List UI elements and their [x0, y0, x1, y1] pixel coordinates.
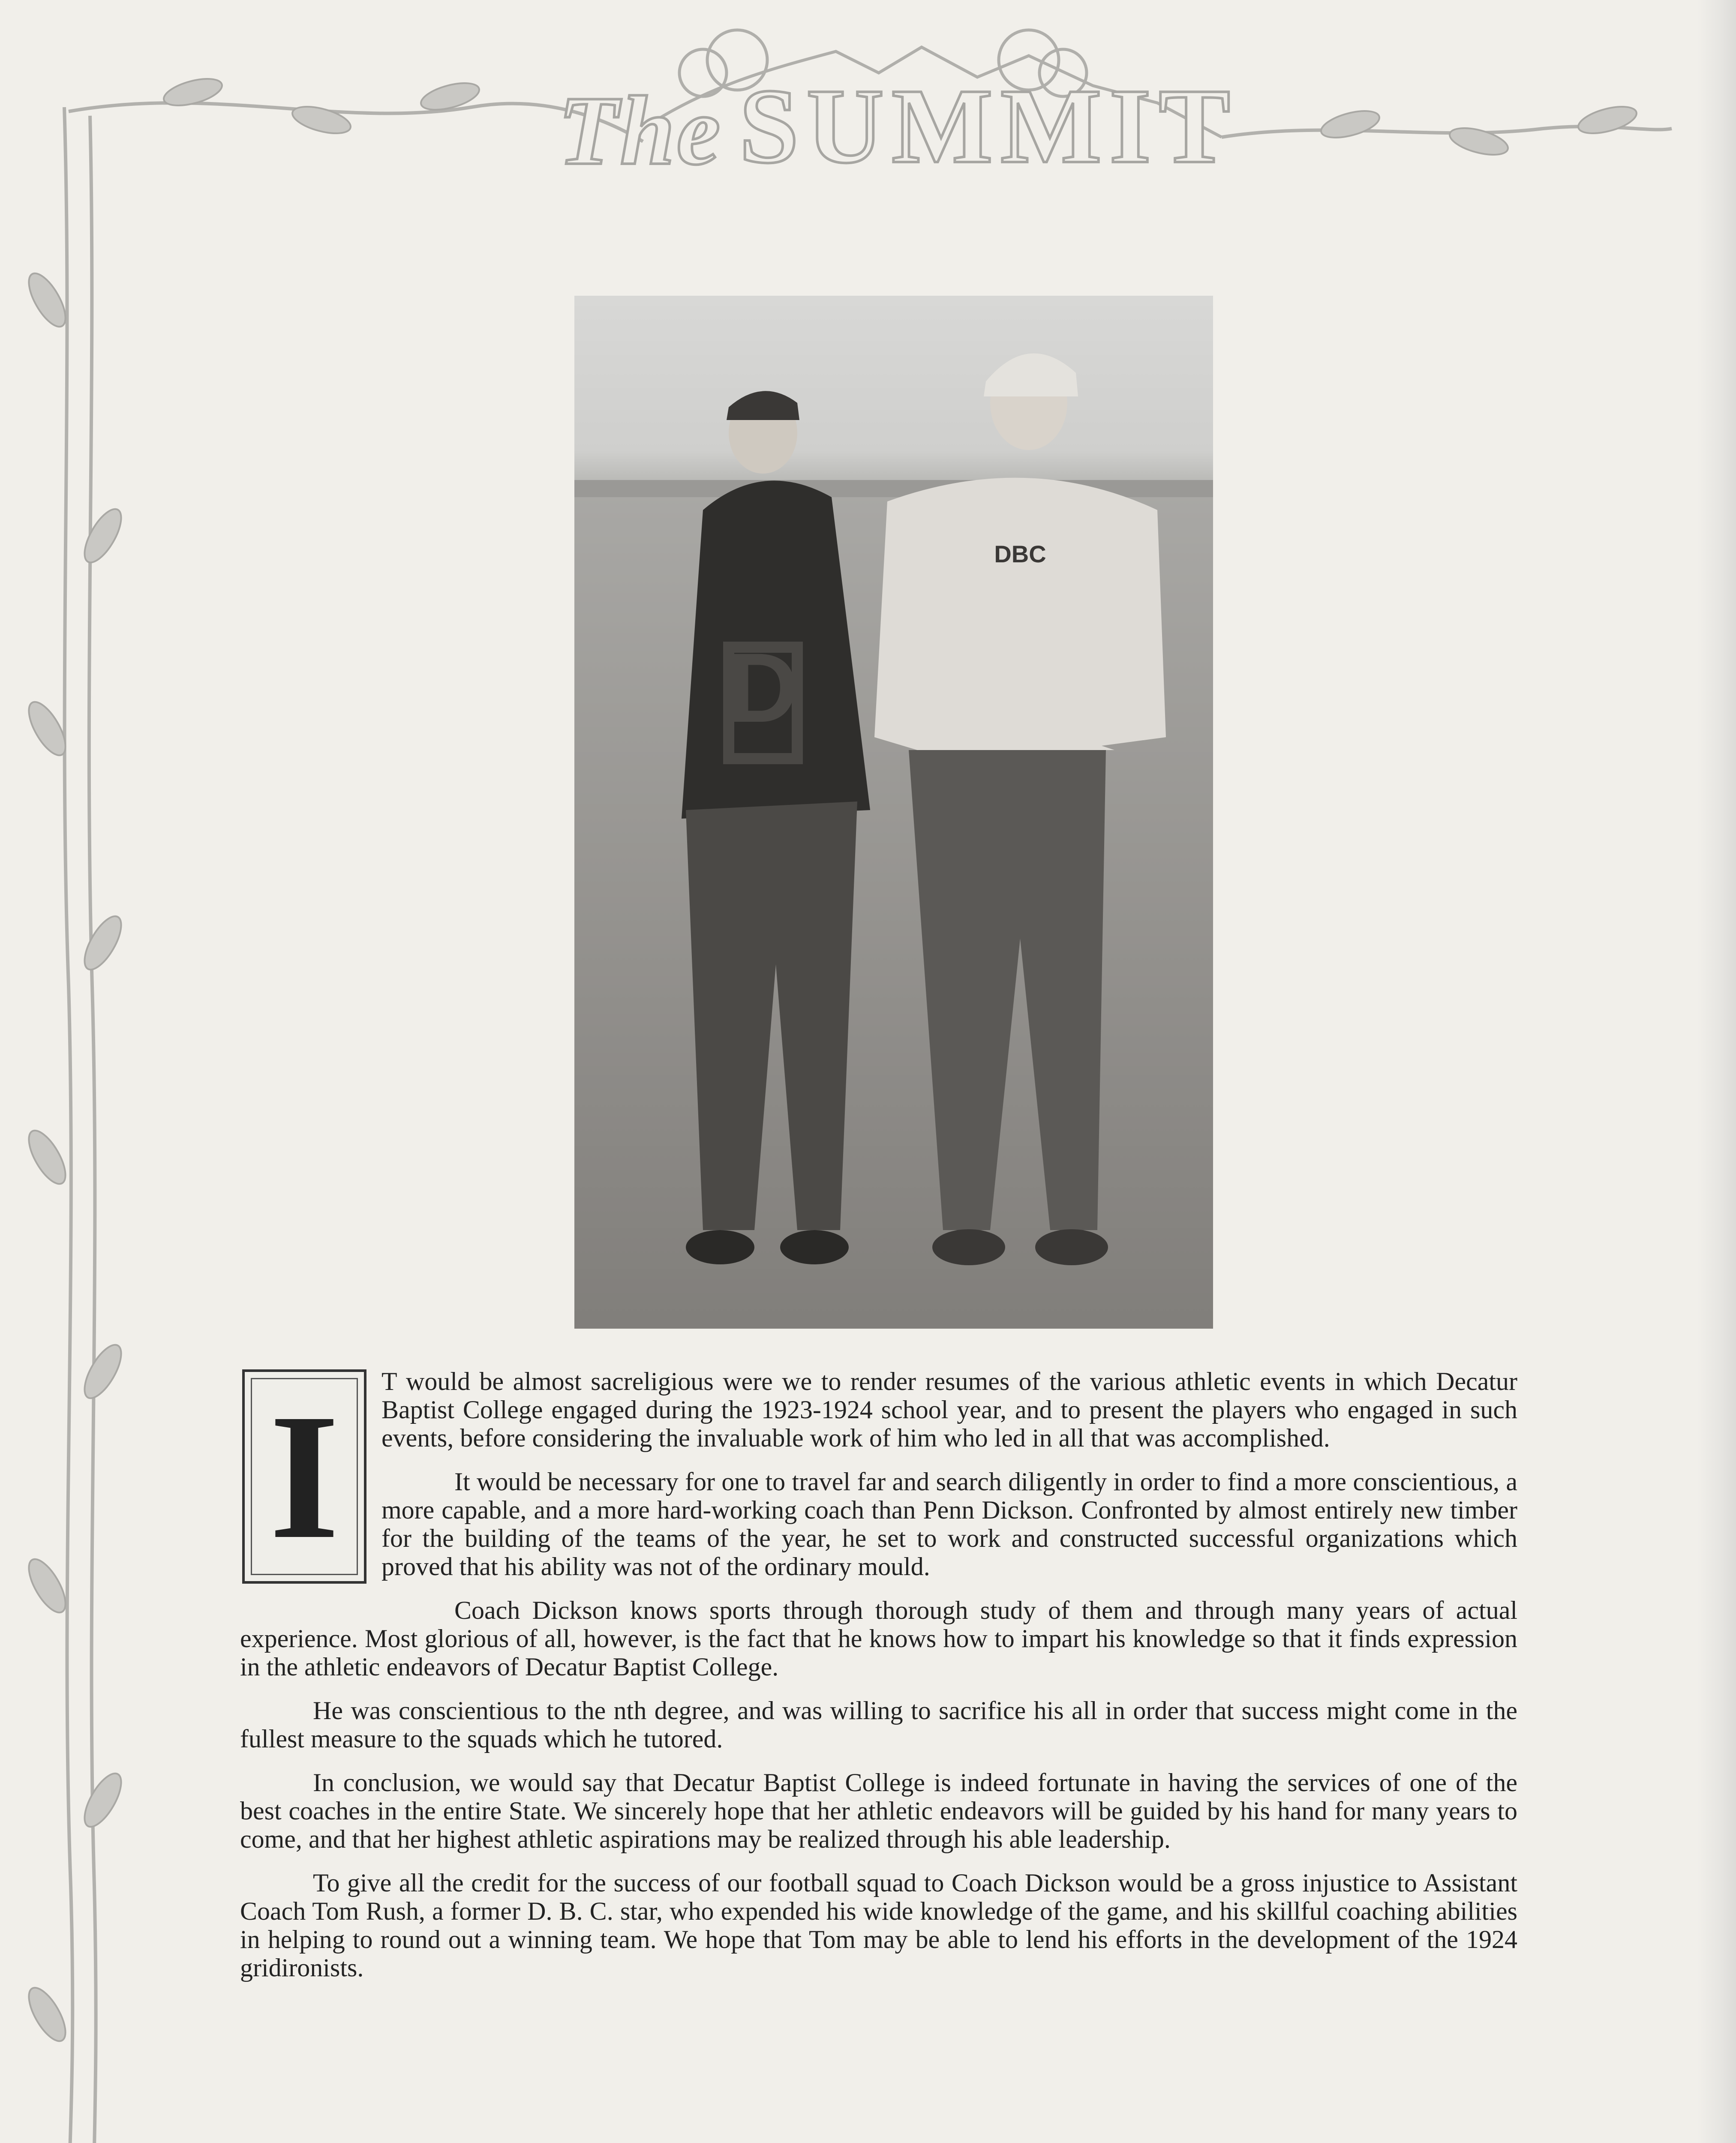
paragraph-3: Coach Dickson knows sports through thorough study of them and through many years of actual experience. Most glorious of all, however, is the fact that he knows how to impart his knowledge so that it finds expression in the athletic endeavors of Decatur Baptist College. [240, 1596, 1517, 1681]
title-prefix: The [558, 76, 722, 185]
paragraph-4: He was conscientious to the nth degree, and was willing to sacrifice his all in order that success might come in the fullest measure to the squads which he tutored. [240, 1696, 1517, 1753]
jersey-letters-right: DBC [994, 540, 1046, 567]
paragraph-5: In conclusion, we would say that Decatur Baptist College is indeed fortunate in having the services of one of the best coaches in the entire State. We sincerely hope that her athletic endeavors will be guided by his hand for many years to come, and that her highest athletic aspirations may be realized through his able leadership. [240, 1768, 1517, 1853]
paragraph-2: It would be necessary for one to travel far and search diligently in order to find a more conscientious, a more capable, and a more hard-working coach than Penn Dickson. Confronted by almost entirely new timber for the building of the teams of the year, he set to work and constructed successful organizations which proved that his ability was not of the ordinary mould. [381, 1468, 1517, 1581]
paragraph-1: T would be almost sacreligious were we to render resumes of the various athletic events in which Decatur Baptist College engaged during the 1923-1924 school year, and to present the players who engaged in such events, before considering the invaluable work of him who led in all that was accomplished. [381, 1367, 1517, 1452]
jersey-letter-left: D [727, 633, 799, 743]
article-body [240, 1367, 1517, 1997]
coaches-photograph [574, 296, 1213, 1329]
paragraph-6: To give all the credit for the success of our football squad to Coach Dickson would be a gross injustice to Assistant Coach Tom Rush, a former D. B. C. star, who expended his wide knowledge of the game, and his skillful coaching abilities in helping to round out a winning team. We hope that Tom may be able to lend his efforts in the development of the 1924 gridironists. [240, 1869, 1517, 1982]
drop-cap-letter: I [269, 1377, 339, 1576]
drop-cap-spacer [240, 1367, 381, 1599]
title-main: SUMMIT [739, 67, 1238, 186]
yearbook-title [544, 64, 1252, 186]
